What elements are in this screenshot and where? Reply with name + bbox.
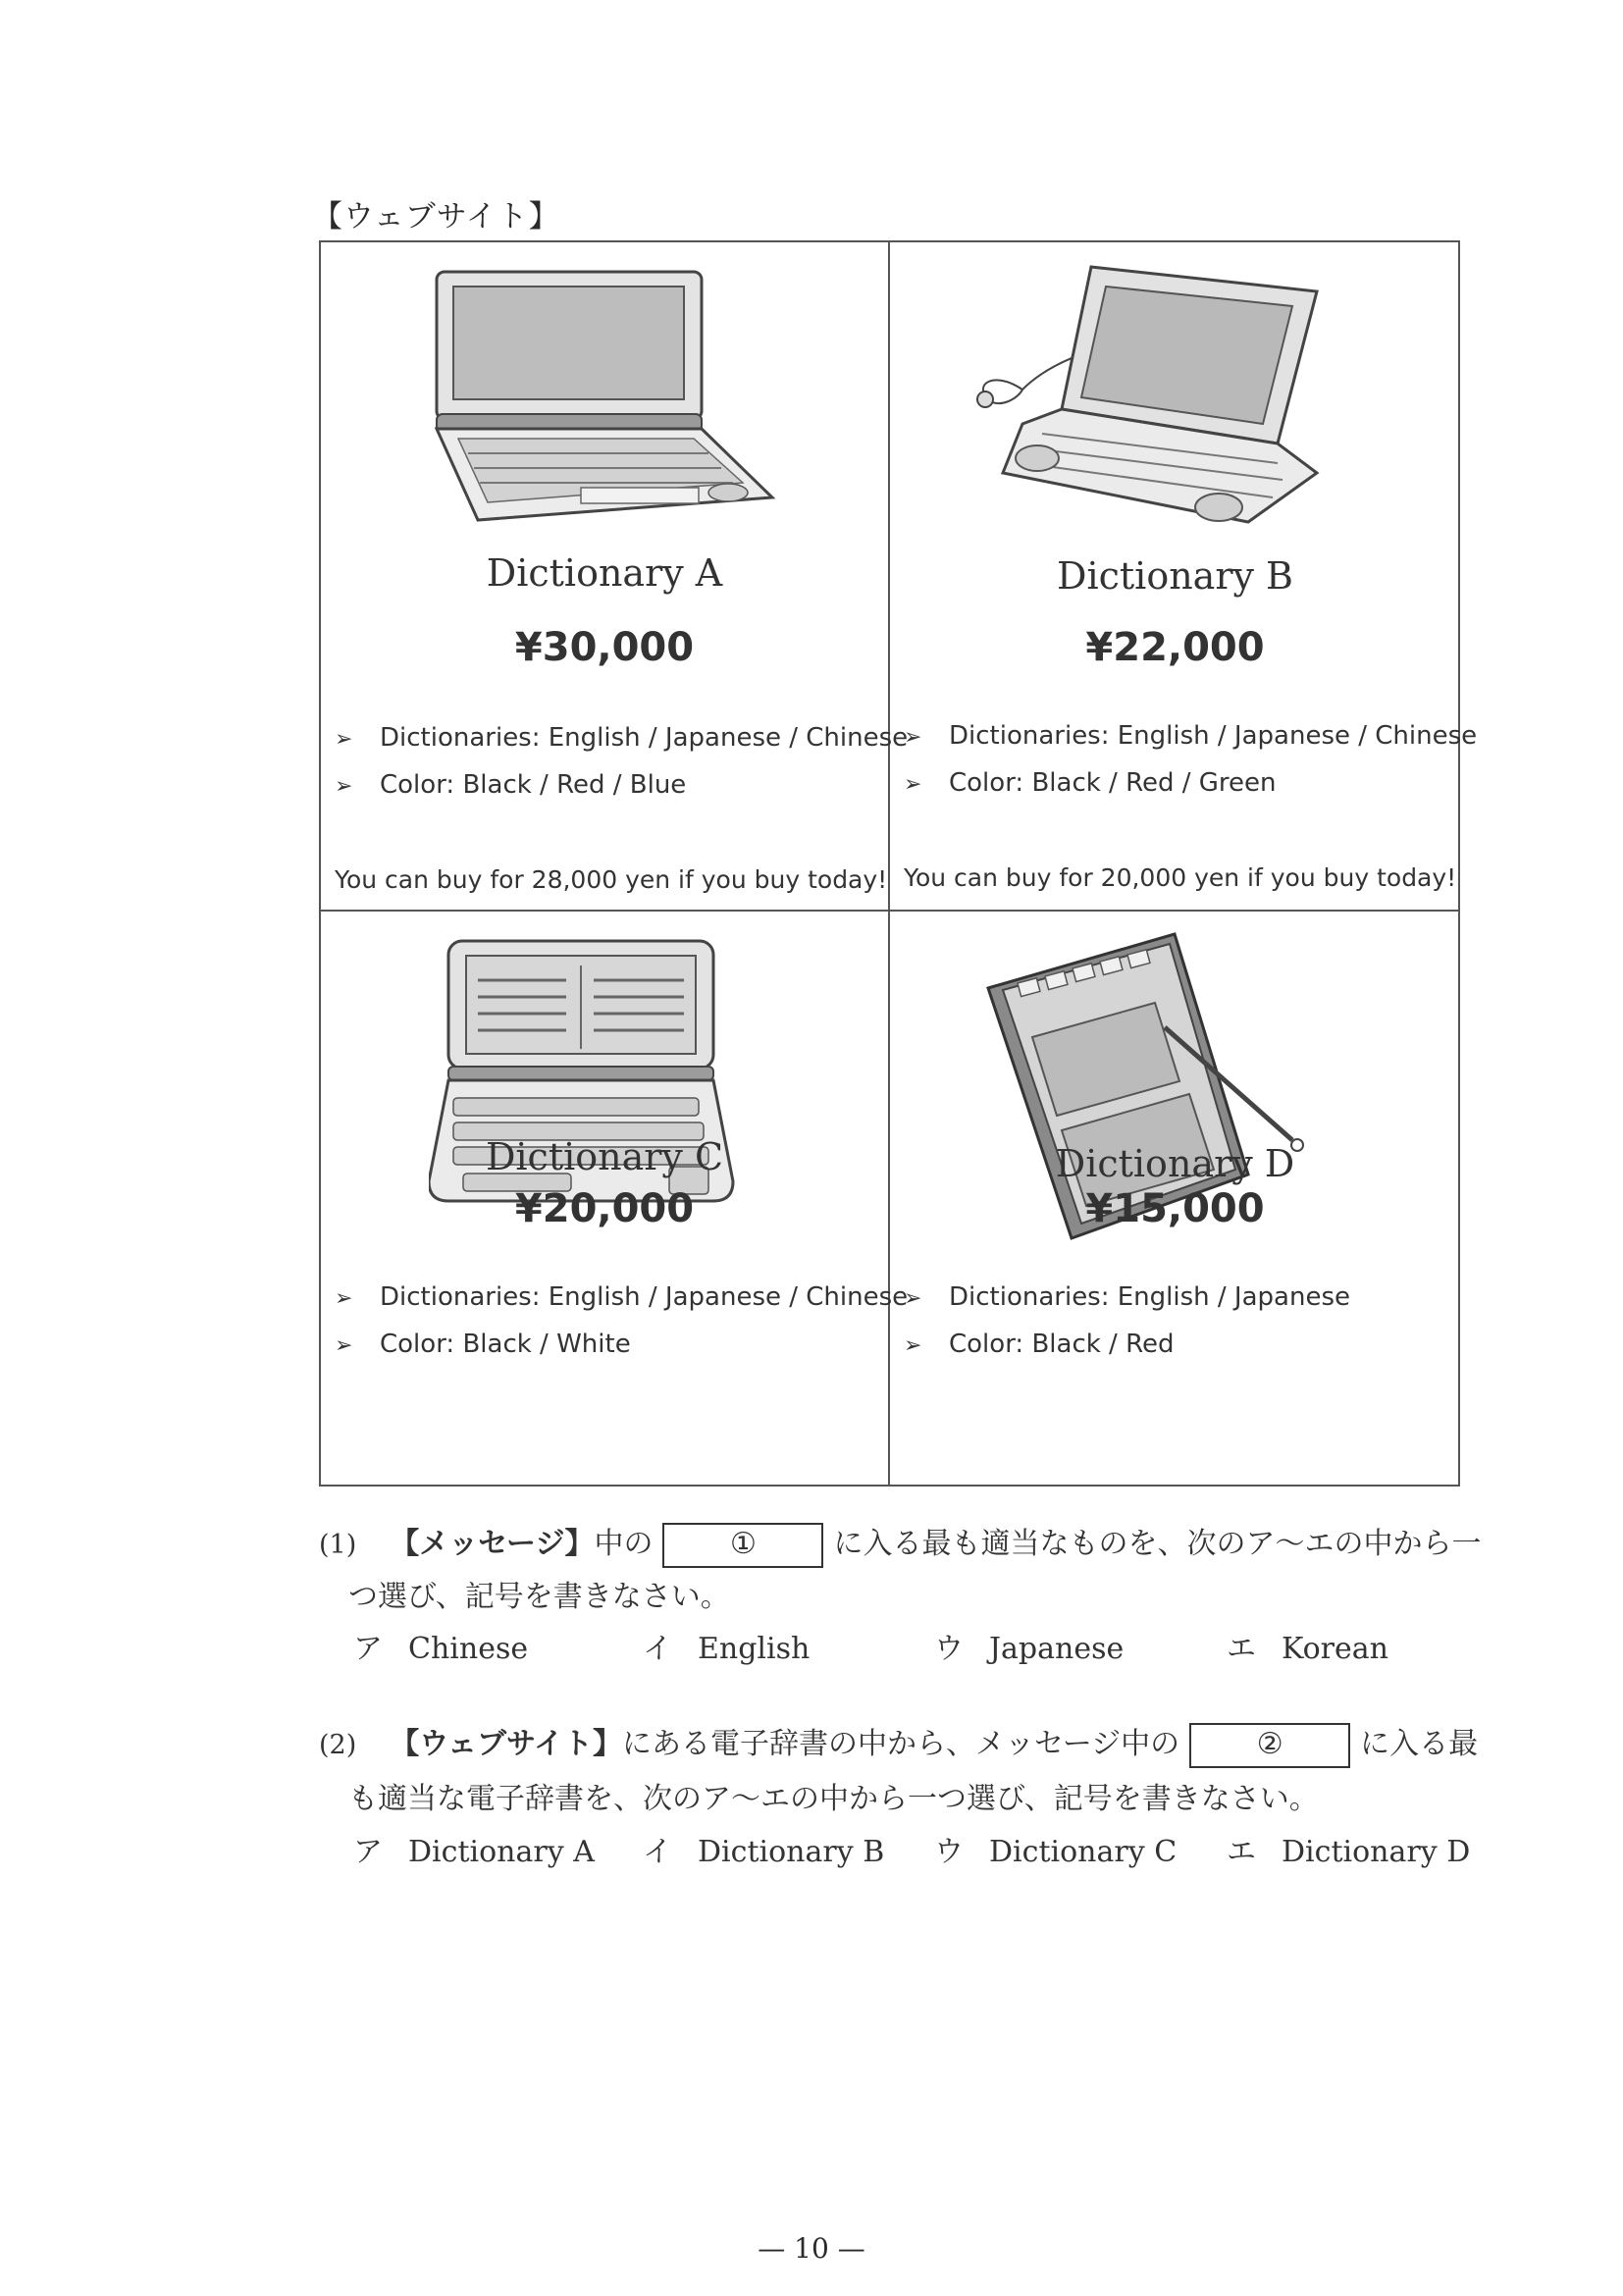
page-number: — 10 — — [758, 2232, 865, 2265]
feature-color: ➢ Color: Black / Red — [904, 1330, 1175, 1359]
arrow-bullet-icon: ➢ — [335, 727, 353, 752]
feature-dictionaries: ➢ Dictionaries: English / Japanese / Chinese — [335, 723, 909, 753]
arrow-bullet-icon: ➢ — [904, 1286, 922, 1311]
electronic-dictionary-a-illustration — [419, 267, 792, 532]
feature-dictionaries: ➢ Dictionaries: English / Japanese / Chinese — [335, 1282, 909, 1312]
option-2-c: ウ Dictionary C — [934, 1835, 1178, 1869]
option-2-d: エ Dictionary D — [1227, 1835, 1471, 1869]
product-name: Dictionary C — [485, 1135, 724, 1178]
product-card-a — [321, 242, 909, 910]
feature-dictionaries: ➢ Dictionaries: English / Japanese — [904, 1282, 1350, 1312]
product-name: Dictionary D — [1055, 1142, 1295, 1185]
option-1-d: エ Korean — [1227, 1632, 1388, 1666]
question-number: (1) — [319, 1530, 357, 1560]
arrow-bullet-icon: ➢ — [904, 1333, 922, 1358]
option-1-a: ア Chinese — [353, 1632, 529, 1666]
feature-color: ➢ Color: Black / Red / Blue — [335, 770, 687, 800]
option-1-b: イ English — [643, 1632, 811, 1666]
arrow-bullet-icon: ➢ — [904, 772, 922, 797]
answer-blank-2: ② — [1189, 1723, 1350, 1768]
section-title: 【ウェブサイト】 — [312, 199, 560, 235]
option-2-b: イ Dictionary B — [643, 1835, 885, 1869]
product-price: ¥20,000 — [514, 1186, 695, 1231]
question-2-line-1: (2) 【ウェブサイト】にある電子辞書の中から、メッセージ中の ② に入る最 — [319, 1719, 1478, 1768]
product-card-c — [321, 912, 909, 1487]
feature-dictionaries: ➢ Dictionaries: English / Japanese / Chinese — [904, 721, 1478, 751]
feature-color: ➢ Color: Black / White — [335, 1330, 631, 1359]
question-2-line-2: も適当な電子辞書を、次のア～エの中から一つ選び、記号を書きなさい。 — [348, 1782, 1319, 1816]
product-name: Dictionary B — [1057, 554, 1293, 598]
option-1-c: ウ Japanese — [934, 1632, 1125, 1666]
product-grid — [319, 240, 1478, 1487]
product-card-d — [890, 912, 1460, 1487]
answer-blank-1: ① — [662, 1523, 823, 1568]
option-2-a: ア Dictionary A — [353, 1835, 595, 1869]
question-number: (2) — [319, 1730, 357, 1760]
discount-note: You can buy for 28,000 yen if you buy today! — [335, 865, 888, 894]
question-label: 【ウェブサイト】 — [390, 1727, 622, 1761]
product-price: ¥22,000 — [1085, 625, 1265, 670]
question-label: 【メッセージ】 — [390, 1527, 595, 1561]
arrow-bullet-icon: ➢ — [335, 1286, 353, 1311]
product-name: Dictionary A — [486, 551, 723, 595]
arrow-bullet-icon: ➢ — [335, 1333, 353, 1358]
arrow-bullet-icon: ➢ — [904, 725, 922, 750]
product-card-b — [890, 242, 1478, 910]
feature-color: ➢ Color: Black / Red / Green — [904, 768, 1277, 798]
arrow-bullet-icon: ➢ — [335, 774, 353, 799]
question-1-line-2: つ選び、記号を書きなさい。 — [348, 1580, 730, 1614]
discount-note: You can buy for 20,000 yen if you buy today! — [904, 863, 1457, 892]
electronic-dictionary-b-illustration — [964, 262, 1356, 547]
product-price: ¥15,000 — [1085, 1186, 1265, 1231]
question-1-line-1: (1) 【メッセージ】中の ① に入る最も適当なものを、次のア～エの中から一 — [319, 1519, 1481, 1568]
product-price: ¥30,000 — [514, 625, 695, 670]
